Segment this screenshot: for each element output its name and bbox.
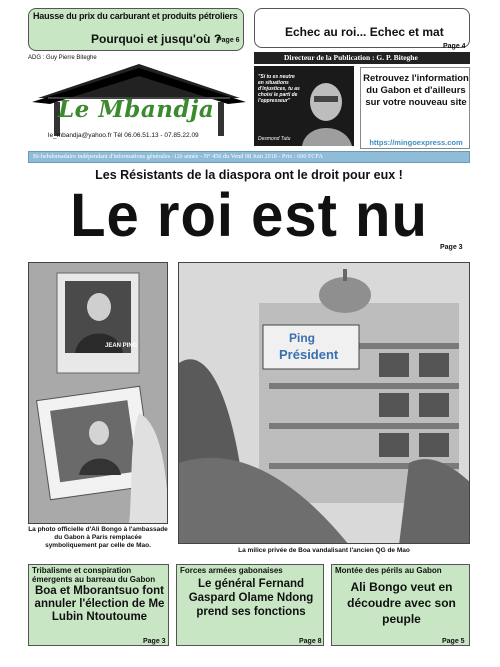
promo-url[interactable]: https://mingoexpress.com <box>369 138 463 147</box>
teaser-forces-headline: Le général Fernand Gaspard Olame Ndong prend ses fonctions <box>188 578 314 618</box>
teaser-perils-page: Page 5 <box>442 638 465 645</box>
hq-building-icon <box>179 263 470 544</box>
lead-kicker: Les Résistants de la diaspora ont le droit pour eux ! <box>95 168 403 182</box>
teaser-perils[interactable] <box>331 564 470 646</box>
info-bar <box>28 151 470 163</box>
tutu-quote: "Si tu es neutre en situations d'injustices, tu as choisi le parti de l'oppresseur" <box>258 74 300 104</box>
promo-text: Retrouvez l'information du Gabon et d'ailleurs sur votre nouveau site <box>363 73 469 108</box>
photo-embassy-caption: La photo officielle d'Ali Bongo à l'ambassade du Gabon à Paris remplacée symboliquement par celle de Mao. <box>28 526 168 549</box>
teaser-fuel-kicker: Hausse du prix du carburant et produits pétroliers <box>33 11 238 21</box>
teaser-perils-kicker: Montée des périls au Gabon <box>335 566 442 575</box>
teaser-echec[interactable] <box>254 8 470 48</box>
promo-box[interactable] <box>360 67 470 149</box>
teaser-barreau-headline: Boa et Mborantsuo font annuler l'élection de Me Lubin Ntoutoume <box>34 585 165 623</box>
teaser-forces[interactable] <box>176 564 324 646</box>
teaser-perils-headline: Ali Bongo veut en découdre avec son peuple <box>347 580 456 626</box>
tutu-author: Desmond Tutu <box>258 136 291 142</box>
director-text: Directeur de la Publication : G. P. Biteghe <box>284 53 418 62</box>
masthead-title: Le Mbandja <box>58 96 215 123</box>
photo-hq <box>178 262 470 544</box>
teaser-echec-page: Page 4 <box>443 43 466 50</box>
teaser-fuel-headline: Pourquoi et jusqu'où ? <box>91 32 222 46</box>
lead-headline: Le roi est nu <box>70 181 428 250</box>
tutu-photo <box>254 66 354 146</box>
teaser-forces-kicker: Forces armées gabonaises <box>180 566 283 575</box>
lead-page: Page 3 <box>440 244 463 251</box>
embassy-scene-icon <box>29 263 168 524</box>
teaser-echec-headline: Echec au roi... Echec et mat <box>285 25 444 39</box>
teaser-barreau[interactable] <box>28 564 169 646</box>
masthead-contact: le_mbandja@yahoo.fr Tél 06.06.51.13 - 07.85.22.09 <box>48 132 199 139</box>
hq-banner-line2: Président <box>279 347 339 362</box>
photo-embassy <box>28 262 168 524</box>
teaser-forces-page: Page 8 <box>299 638 322 645</box>
embassy-sign: JEAN PING <box>105 343 138 349</box>
teaser-barreau-page: Page 3 <box>143 638 166 645</box>
hq-banner-line1: Ping <box>289 331 315 345</box>
teaser-fuel-page: Page 6 <box>217 37 240 44</box>
teaser-fuel-price[interactable] <box>28 8 244 51</box>
teaser-barreau-kicker: Tribalisme et conspiration émergents au barreau du Gabon <box>32 566 156 584</box>
info-bar-text: Bi-hebdomadaire indépendant d'informations générales -12è année - N° 456 du Vend 08 Juin 2018 - Prix : 600 FCFA <box>33 153 323 160</box>
adg-credit: ADG : Guy Pierre Biteghe <box>28 55 97 61</box>
photo-hq-caption: La milice privée de Boa vandalisant l'ancien QG de Mao <box>238 547 410 554</box>
director-bar <box>254 52 470 64</box>
